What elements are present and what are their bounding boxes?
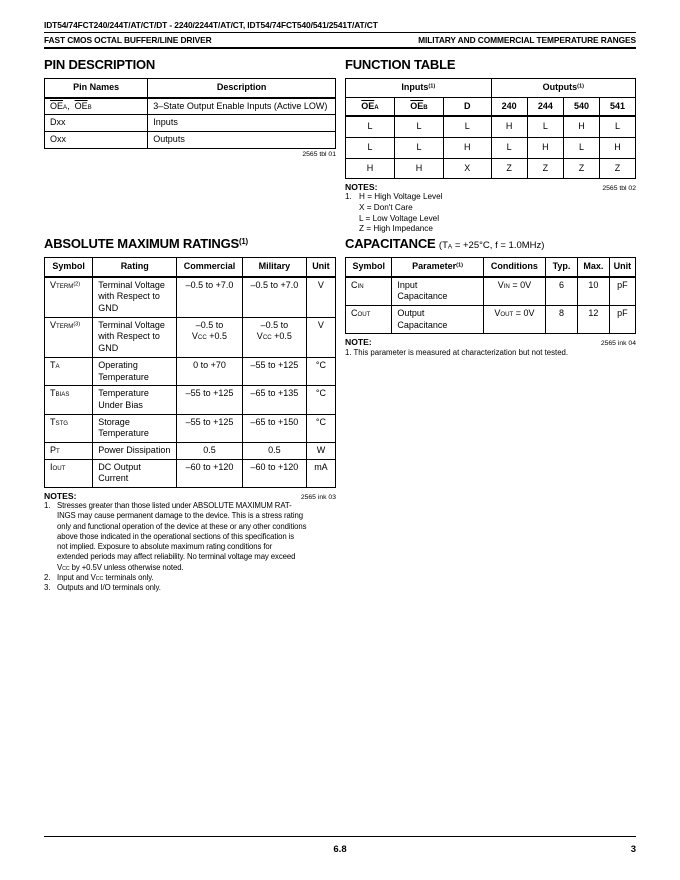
oeb-header: $\overline{OE}B$ bbox=[395, 97, 444, 116]
max-cell: 10 bbox=[577, 277, 609, 306]
capacitance-section bbox=[345, 236, 636, 357]
unit-header: Unit bbox=[609, 258, 635, 277]
commercial-cell: –55 to +125 bbox=[177, 386, 243, 414]
footer-row bbox=[44, 837, 636, 857]
note-number: 1. bbox=[345, 192, 352, 202]
max-header: Max. bbox=[577, 258, 609, 277]
symbol-cell: VTERM$^{(3)}$ bbox=[45, 317, 93, 357]
table-row bbox=[346, 116, 636, 137]
commercial-cell: –0.5 to +7.0 bbox=[177, 277, 243, 318]
group-header-row bbox=[346, 79, 636, 98]
section-number: 6.8 bbox=[333, 844, 347, 855]
symbol-cell: COUT bbox=[346, 306, 392, 334]
pin-desc-cell: 3–State Output Enable Inputs (Active LOW) bbox=[148, 98, 336, 115]
table-row bbox=[45, 98, 336, 115]
table-caption: 2565 tbl 01 bbox=[302, 150, 336, 158]
symbol-cell: TBIAS bbox=[45, 386, 93, 414]
pin-description-section bbox=[44, 57, 336, 158]
max-cell: 12 bbox=[577, 306, 609, 334]
note-text: X = Don't Care bbox=[359, 203, 413, 213]
note-text: H = High Voltage Level bbox=[359, 192, 443, 202]
commercial-cell: –55 to +125 bbox=[177, 414, 243, 442]
military-cell: –55 to +125 bbox=[242, 357, 306, 385]
cell: L bbox=[444, 116, 492, 137]
table-row bbox=[45, 357, 336, 385]
symbol-header: Symbol bbox=[346, 258, 392, 277]
function-table-title: FUNCTION TABLE bbox=[345, 57, 456, 72]
table-row bbox=[45, 386, 336, 414]
d-header: D bbox=[444, 97, 492, 116]
table-row bbox=[346, 138, 636, 159]
cell: H bbox=[491, 116, 527, 137]
pin-name-cell: $\overline{OE}A$, $\overline{OE}B$ bbox=[45, 98, 148, 115]
cell: H bbox=[346, 158, 395, 179]
symbol-cell: CIN bbox=[346, 277, 392, 306]
commercial-header: Commercial bbox=[177, 258, 243, 277]
page-header bbox=[44, 20, 636, 49]
military-cell: 0.5 bbox=[242, 442, 306, 459]
military-cell: –0.5 to +7.0 bbox=[242, 277, 306, 318]
symbol-cell: TSTG bbox=[45, 414, 93, 442]
pin-name-cell: Dxx bbox=[45, 115, 148, 132]
commercial-cell: 0 to +70 bbox=[177, 357, 243, 385]
table-row bbox=[346, 277, 636, 306]
function-table bbox=[345, 78, 636, 179]
pin-description-table bbox=[44, 78, 336, 149]
table-row bbox=[45, 115, 336, 132]
table-row bbox=[346, 306, 636, 334]
rating-cell: Storage Temperature bbox=[93, 414, 177, 442]
note-line bbox=[44, 501, 336, 573]
unit-cell: W bbox=[306, 442, 335, 459]
capacitance-title-text: CAPACITANCE bbox=[345, 236, 436, 251]
absolute-maximum-ratings-section bbox=[44, 236, 336, 594]
typ-cell: 6 bbox=[546, 277, 578, 306]
note-text: Z = High Impedance bbox=[359, 224, 433, 234]
parameter-cell: Output Capacitance bbox=[392, 306, 483, 334]
conditions-cell: VIN = 0V bbox=[483, 277, 545, 306]
cell: Z bbox=[491, 158, 527, 179]
note-line bbox=[44, 573, 336, 583]
note-label: NOTE: bbox=[345, 337, 372, 348]
col-540-header: 540 bbox=[564, 97, 600, 116]
table-header-row bbox=[45, 258, 336, 277]
unit-cell: °C bbox=[306, 357, 335, 385]
cell: X bbox=[444, 158, 492, 179]
cell: L bbox=[395, 116, 444, 137]
military-cell: –65 to +150 bbox=[242, 414, 306, 442]
page-footer bbox=[44, 836, 636, 857]
cell: H bbox=[564, 116, 600, 137]
symbol-header: Symbol bbox=[45, 258, 93, 277]
abs-max-notes bbox=[44, 501, 336, 594]
table-row bbox=[346, 158, 636, 179]
rating-cell: DC Output Current bbox=[93, 459, 177, 487]
cell: L bbox=[564, 138, 600, 159]
table-caption: 2565 ink 04 bbox=[600, 340, 636, 348]
table-row bbox=[45, 317, 336, 357]
unit-cell: V bbox=[306, 277, 335, 318]
pin-name-cell: Oxx bbox=[45, 132, 148, 149]
table-row bbox=[45, 459, 336, 487]
cell: H bbox=[600, 138, 636, 159]
rating-cell: Power Dissipation bbox=[93, 442, 177, 459]
conditions-header: Conditions bbox=[483, 258, 545, 277]
capacitance-title bbox=[345, 236, 636, 251]
typ-header: Typ. bbox=[546, 258, 578, 277]
part-numbers: IDT54/74FCT240/244T/AT/CT/DT - 2240/2244T/AT/CT, IDT54/74FCT540/541/2541T/AT/CT bbox=[44, 20, 378, 30]
symbol-cell: TA bbox=[45, 357, 93, 385]
cell: L bbox=[491, 138, 527, 159]
cell: L bbox=[346, 116, 395, 137]
note-text: 1. This parameter is measured at characterization but not tested. bbox=[345, 348, 569, 358]
table-row bbox=[45, 132, 336, 149]
unit-cell: pF bbox=[609, 277, 635, 306]
cell: Z bbox=[600, 158, 636, 179]
function-table-section bbox=[345, 57, 636, 235]
notes-header-row bbox=[345, 182, 636, 192]
table-caption: 2565 tbl 02 bbox=[602, 185, 636, 193]
rating-cell: Terminal Voltage with Respect to GND bbox=[93, 277, 177, 318]
cell: L bbox=[346, 138, 395, 159]
capacitance-conditions: (TA = +25°C, f = 1.0MHz) bbox=[438, 240, 545, 251]
table-row bbox=[45, 414, 336, 442]
typ-cell: 8 bbox=[546, 306, 578, 334]
commercial-cell: –60 to +120 bbox=[177, 459, 243, 487]
unit-cell: pF bbox=[609, 306, 635, 334]
header-subtitle-row bbox=[44, 35, 636, 45]
rating-cell: Terminal Voltage with Respect to GND bbox=[93, 317, 177, 357]
pin-desc-cell: Outputs bbox=[148, 132, 336, 149]
product-title: FAST CMOS OCTAL BUFFER/LINE DRIVER bbox=[44, 35, 212, 45]
military-cell: –60 to +120 bbox=[242, 459, 306, 487]
column-header-row bbox=[346, 97, 636, 116]
cell: H bbox=[395, 158, 444, 179]
abs-max-title: ABSOLUTE MAXIMUM RATINGS$^{(1)}$ bbox=[44, 236, 248, 251]
note-number: 2. bbox=[44, 572, 51, 582]
temperature-range-label: MILITARY AND COMMERCIAL TEMPERATURE RANGES bbox=[418, 35, 636, 45]
unit-cell: °C bbox=[306, 414, 335, 442]
col-541-header: 541 bbox=[600, 97, 636, 116]
table-header-row bbox=[45, 79, 336, 98]
abs-max-table bbox=[44, 257, 336, 488]
notes-label: NOTES: bbox=[44, 491, 77, 501]
capacitance-table bbox=[345, 257, 636, 334]
table-header-row bbox=[346, 258, 636, 277]
symbol-cell: VTERM$^{(2)}$ bbox=[45, 277, 93, 318]
cell: L bbox=[395, 138, 444, 159]
note-text: Outputs and I/O terminals only. bbox=[57, 583, 161, 593]
symbol-cell: IOUT bbox=[45, 459, 93, 487]
note-line bbox=[345, 203, 636, 214]
note-line bbox=[345, 192, 636, 203]
note-text: L = Low Voltage Level bbox=[359, 213, 440, 223]
conditions-cell: VOUT = 0V bbox=[483, 306, 545, 334]
description-header: Description bbox=[148, 79, 336, 98]
rating-cell: Temperature Under Bias bbox=[93, 386, 177, 414]
parameter-header: Parameter$^{(1)}$ bbox=[392, 258, 483, 277]
unit-header: Unit bbox=[306, 258, 335, 277]
cell: H bbox=[444, 138, 492, 159]
rating-header: Rating bbox=[93, 258, 177, 277]
pin-names-header: Pin Names bbox=[45, 79, 148, 98]
cell: Z bbox=[564, 158, 600, 179]
cell: L bbox=[527, 116, 563, 137]
pin-description-title: PIN DESCRIPTION bbox=[44, 57, 156, 72]
commercial-cell: 0.5 bbox=[177, 442, 243, 459]
inputs-group-header: Inputs$^{(1)}$ bbox=[346, 79, 492, 98]
symbol-cell: PT bbox=[45, 442, 93, 459]
note-number: 1. bbox=[44, 501, 51, 510]
header-thin-rule bbox=[44, 32, 636, 33]
table-row bbox=[45, 442, 336, 459]
oea-header: $\overline{OE}A$ bbox=[346, 97, 395, 116]
note-line bbox=[345, 224, 636, 235]
note-number: 3. bbox=[44, 583, 51, 593]
page-number: 3 bbox=[630, 844, 636, 855]
table-caption: 2565 ink 03 bbox=[300, 494, 336, 501]
col-244-header: 244 bbox=[527, 97, 563, 116]
note-line bbox=[44, 583, 336, 593]
table-row bbox=[45, 277, 336, 318]
parameter-cell: Input Capacitance bbox=[392, 277, 483, 306]
header-thick-rule bbox=[44, 47, 636, 49]
rating-cell: Operating Temperature bbox=[93, 357, 177, 385]
cell: H bbox=[527, 138, 563, 159]
outputs-group-header: Outputs$^{(1)}$ bbox=[491, 79, 635, 98]
military-cell: –65 to +135 bbox=[242, 386, 306, 414]
notes-header-row bbox=[345, 337, 636, 347]
unit-cell: °C bbox=[306, 386, 335, 414]
col-240-header: 240 bbox=[491, 97, 527, 116]
note-text: Stresses greater than those listed under ABSOLUTE MAXIMUM RAT- INGS may cause permanent damage to the device. This is a stress rating only and functional operation of the device at these or any other conditions above those indicated in the operational sections of this specification is not implied. Exposure to absolute maximum rating conditions for extended periods may affect reliability. No terminal voltage may exceed VCC by +0.5V unless otherwise noted. bbox=[57, 501, 307, 572]
notes-header-row bbox=[44, 491, 336, 501]
note-text: Input and VCC terminals only. bbox=[57, 572, 154, 583]
cell: L bbox=[600, 116, 636, 137]
cell: Z bbox=[527, 158, 563, 179]
note-line bbox=[345, 214, 636, 225]
pin-desc-cell: Inputs bbox=[148, 115, 336, 132]
unit-cell: mA bbox=[306, 459, 335, 487]
unit-cell: V bbox=[306, 317, 335, 357]
military-header: Military bbox=[242, 258, 306, 277]
commercial-cell: –0.5 to VCC +0.5 bbox=[177, 317, 243, 357]
notes-label: NOTES: bbox=[345, 182, 378, 193]
military-cell: –0.5 to VCC +0.5 bbox=[242, 317, 306, 357]
